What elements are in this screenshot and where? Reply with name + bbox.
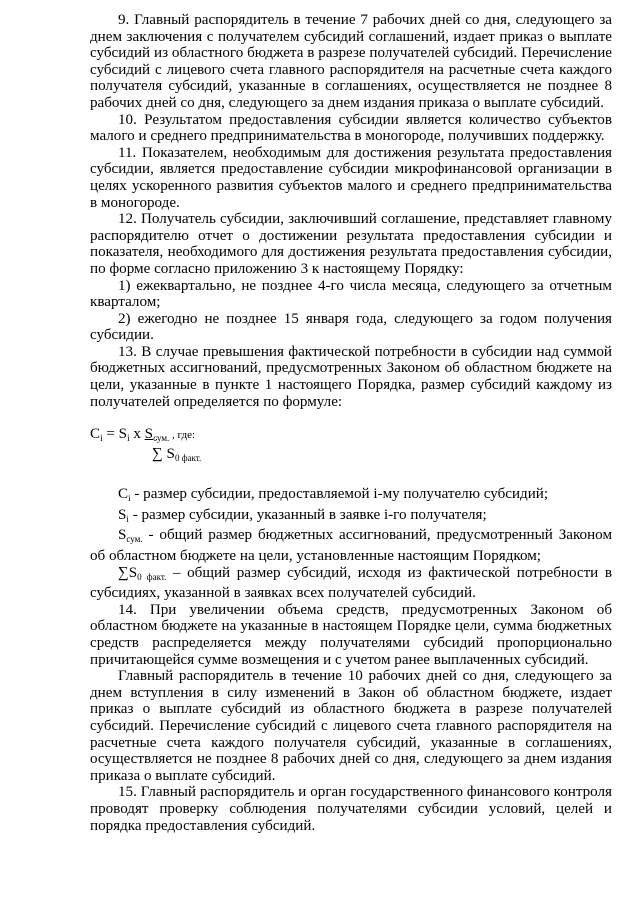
formula-eq: = S — [102, 426, 128, 443]
document-page — [90, 12, 612, 834]
subsidy-formula — [90, 426, 612, 470]
paragraph-9: 9. Главный распорядитель в течение 7 рабочих дней со дня, следующего за днем заключения с получателем субсидий соглашений, издает приказ о выплате субсидий из областного бюджета в разрезе получателей субсидий. Перечисление субсидий с лицевого счета главного распорядителя на расчетные счета каждого получателя субсидий, указанные в соглашениях, осуществляется не позднее 8 рабочих дней со дня, следующего за днем издания приказа о выплате субсидий. — [90, 12, 612, 111]
paragraph-11: 11. Показателем, необходимым для достижения результата предоставления субсидии, является предоставление субсидии микрофинансовой организации в целях ускоренного развития субъектов малого и среднего предпринимательства в моногороде. — [90, 144, 612, 211]
formula-lhs: C — [90, 426, 101, 443]
formula-numerator: $S_{сум.}$ — [144, 426, 170, 444]
definition-sfact: $\sum S_{0 факт.}$ – общий размер субсидий, исходя из фактической потребности в субсидиях, указанной в заявках всех получателей субсидий. — [90, 564, 612, 602]
paragraph-14: 14. При увеличении объема средств, предусмотренных Законом об областном бюджете на указанные в настоящем Порядке цели, сумма бюджетных средств распределяется между получателями субсидий пропорционально причитающейся сумме возмещения и с учетом ранее выплаченных субсидий. — [90, 601, 612, 668]
paragraph-10: 10. Результатом предоставления субсидии является количество субъектов малого и среднего предпринимательства в моногороде, получивших поддержку. — [90, 111, 612, 145]
paragraph-12: 12. Получатель субсидии, заключивший соглашение, представляет главному распорядителю отчет о достижении результата предоставления субсидии и показателя, необходимого для достижения результата предоставления субсидии, по форме согласно приложению 3 к настоящему Порядку: — [90, 211, 612, 277]
formula-times: x — [129, 426, 145, 443]
paragraph-12-item-1: 1) ежеквартально, не позднее 4-го числа месяца, следующего за отчетным кварталом; — [90, 277, 612, 311]
paragraph-12-item-2: 2) ежегодно не позднее 15 января года, следующего за годом получения субсидии. — [90, 310, 612, 344]
formula-denominator: ∑ $S_{0 факт.}$ — [152, 446, 202, 464]
paragraph-15: 15. Главный распорядитель и орган государственного финансового контроля проводят проверку соблюдения получателями субсидии условий, целей и порядка предоставления субсидий. — [90, 784, 612, 834]
formula-line-1 — [90, 426, 195, 447]
formula-lhs-sub: i — [100, 433, 103, 444]
paragraph-13: 13. В случае превышения фактической потребности в субсидии над суммой бюджетных ассигнований, предусмотренных Законом об областном бюджете на цели, указанные в пункте 1 настоящего Порядка, размер субсидий каждому из получателей определяется по формуле: — [90, 343, 612, 410]
formula-definitions — [90, 486, 612, 602]
definition-ci: $C_i$ - размер субсидии, предоставляемой i-му получателю субсидий; — [118, 486, 549, 504]
definition-ssum: $S_{сум.}$ - общий размер бюджетных ассигнований, предусмотренный Законом об областном бюджете на цели, установленные настоящим Порядком; — [90, 527, 612, 565]
formula-s-sub: i — [127, 433, 130, 444]
formula-suffix: , где: — [169, 429, 196, 442]
paragraph-14-b: Главный распорядитель в течение 10 рабочих дней со дня, следующего за днем вступления в силу изменений в Закон об областном бюджете, издает приказ о выплате субсидий из областного бюджета в разрезе получателей субсидий. Перечисление субсидий с лицевого счета главного распорядителя на расчетные счета каждого получателя субсидий, указанные в соглашениях, осуществляется не позднее 8 рабочих дней со дня, следующего за днем издания приказа о выплате субсидий. — [90, 668, 612, 784]
definition-si: $S_i$ - размер субсидии, указанный в заявке i-го получателя; — [118, 506, 487, 524]
